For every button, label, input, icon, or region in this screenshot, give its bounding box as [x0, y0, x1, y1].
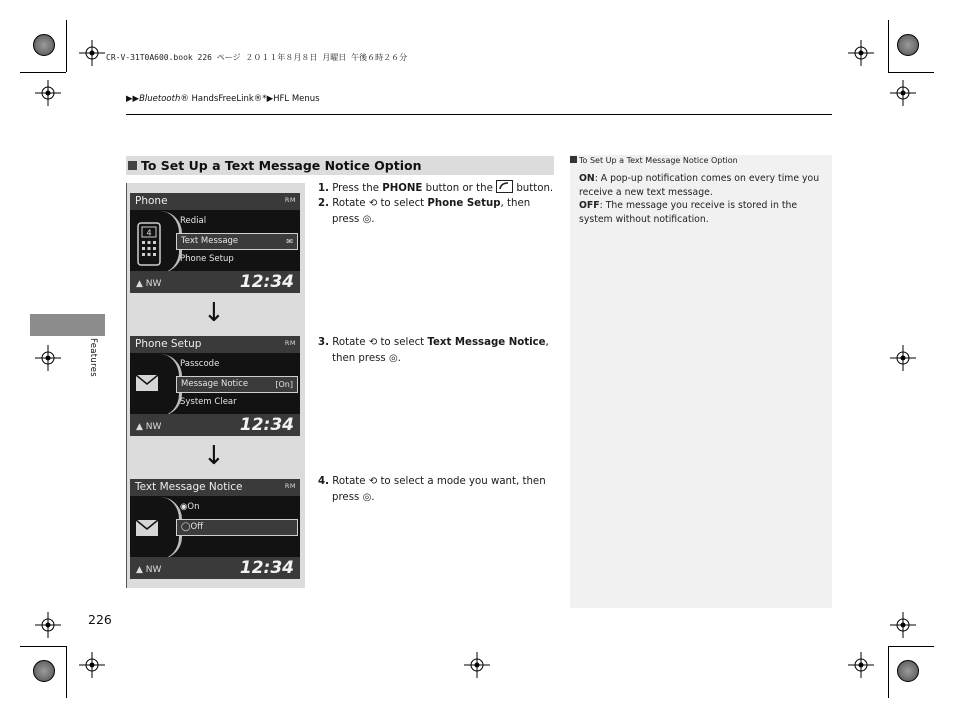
- gray-registration-mark: [897, 660, 919, 682]
- menu-item-label: Message Notice: [181, 379, 249, 389]
- header-rule: [126, 114, 832, 115]
- compass-heading: ▲ NW: [136, 422, 162, 432]
- gray-registration-mark: [33, 660, 55, 682]
- clock: 12:34: [239, 415, 294, 435]
- breadcrumb-link-hfl-menus[interactable]: HFL Menus: [273, 94, 320, 104]
- clock: 12:34: [239, 272, 294, 292]
- screen-title: Text Message Notice: [130, 479, 300, 496]
- gray-registration-mark: [33, 34, 55, 56]
- step-1: 1. Press the PHONE button or the button.: [318, 180, 553, 197]
- status-indicator-icon: RM: [284, 196, 296, 204]
- menu-item-system-clear[interactable]: System Clear: [180, 397, 237, 407]
- status-indicator-icon: RM: [284, 339, 296, 347]
- note-bullet-icon: [570, 156, 577, 163]
- screen-title: Phone Setup: [130, 336, 300, 353]
- interface-dial-rotate-icon: ⟲: [368, 198, 378, 209]
- step-3: 3. Rotate ⟲ to select Text Message Notice, then press ◎.: [318, 335, 549, 366]
- note-on: ON: A pop-up notification comes on every time you receive a new text message.: [579, 173, 820, 198]
- registration-crosshair-icon: [79, 652, 105, 678]
- note-title: To Set Up a Text Message Notice Option: [570, 156, 738, 165]
- registration-crosshair-icon: [890, 80, 916, 106]
- registration-crosshair-icon: [848, 652, 874, 678]
- chapter-tab: [30, 314, 105, 336]
- step-4: 4. Rotate ⟲ to select a mode you want, then press ◎.: [318, 474, 546, 505]
- menu-item-passcode[interactable]: Passcode: [180, 359, 220, 369]
- screen-title: Phone: [130, 193, 300, 210]
- interface-dial-press-icon: ◎: [362, 213, 372, 225]
- status-indicator-icon: RM: [284, 482, 296, 490]
- chapter-label: Features: [88, 338, 98, 377]
- breadcrumb-arrow: ▶: [266, 94, 274, 104]
- screen-footer: [130, 271, 300, 293]
- screen-footer: [130, 414, 300, 436]
- option-off[interactable]: [176, 519, 298, 536]
- interface-dial-press-icon: ◎: [362, 491, 372, 503]
- down-arrow-icon: ↓: [203, 298, 225, 328]
- compass-heading: ▲ NW: [136, 279, 162, 289]
- step-2: 2. Rotate ⟲ to select Phone Setup, then press ◎.: [318, 196, 530, 227]
- down-arrow-icon: ↓: [203, 441, 225, 471]
- registration-crosshair-icon: [35, 612, 61, 638]
- display-screen-phone: [130, 193, 300, 293]
- registration-crosshair-icon: [35, 80, 61, 106]
- envelope-icon: [135, 374, 159, 392]
- option-on[interactable]: ◉On: [180, 502, 200, 512]
- gray-registration-mark: [897, 34, 919, 56]
- pick-up-button-icon: [496, 180, 513, 193]
- menu-item-text-message[interactable]: [176, 233, 298, 250]
- registration-crosshair-icon: [890, 345, 916, 371]
- breadcrumb: [126, 94, 320, 104]
- page-number: 226: [88, 612, 112, 627]
- section-title: To Set Up a Text Message Notice Option: [141, 158, 422, 173]
- option-label: ◯Off: [181, 522, 204, 532]
- registration-crosshair-icon: [35, 345, 61, 371]
- menu-item-message-notice[interactable]: [176, 376, 298, 393]
- section-heading: [126, 156, 554, 175]
- display-screen-text-message-notice: [130, 479, 300, 579]
- registration-crosshair-icon: [79, 40, 105, 66]
- registration-crosshair-icon: [464, 652, 490, 678]
- setting-value: [On]: [275, 380, 293, 389]
- menu-item-phone-setup[interactable]: Phone Setup: [180, 254, 234, 264]
- interface-dial-rotate-icon: ⟲: [368, 476, 378, 487]
- breadcrumb-arrows: ▶▶: [126, 94, 140, 104]
- breadcrumb-link-handsfreelink[interactable]: ® HandsFreeLink®*: [180, 94, 267, 104]
- breadcrumb-link-bluetooth[interactable]: Bluetooth: [139, 94, 181, 104]
- display-screen-phone-setup: [130, 336, 300, 436]
- interface-dial-rotate-icon: ⟲: [368, 337, 378, 348]
- menu-item-label: Text Message: [181, 236, 239, 246]
- svg-text:4: 4: [146, 228, 152, 238]
- registration-crosshair-icon: [848, 40, 874, 66]
- screen-footer: [130, 557, 300, 579]
- print-header: CR-V-31T0A600.book 226 ページ ２０１１年８月８日 月曜日 午後６時２６分: [106, 53, 408, 62]
- clock: 12:34: [239, 558, 294, 578]
- menu-item-redial[interactable]: Redial: [180, 216, 207, 226]
- phone-handset-icon: [136, 221, 162, 267]
- registration-crosshair-icon: [890, 612, 916, 638]
- envelope-icon: [135, 519, 159, 537]
- note-off: OFF: The message you receive is stored in the system without notification.: [579, 200, 798, 225]
- square-bullet-icon: [128, 161, 137, 170]
- phone-button-name: PHONE: [382, 183, 423, 194]
- compass-heading: ▲ NW: [136, 565, 162, 575]
- envelope-icon: ✉: [286, 237, 293, 246]
- interface-dial-press-icon: ◎: [388, 352, 398, 364]
